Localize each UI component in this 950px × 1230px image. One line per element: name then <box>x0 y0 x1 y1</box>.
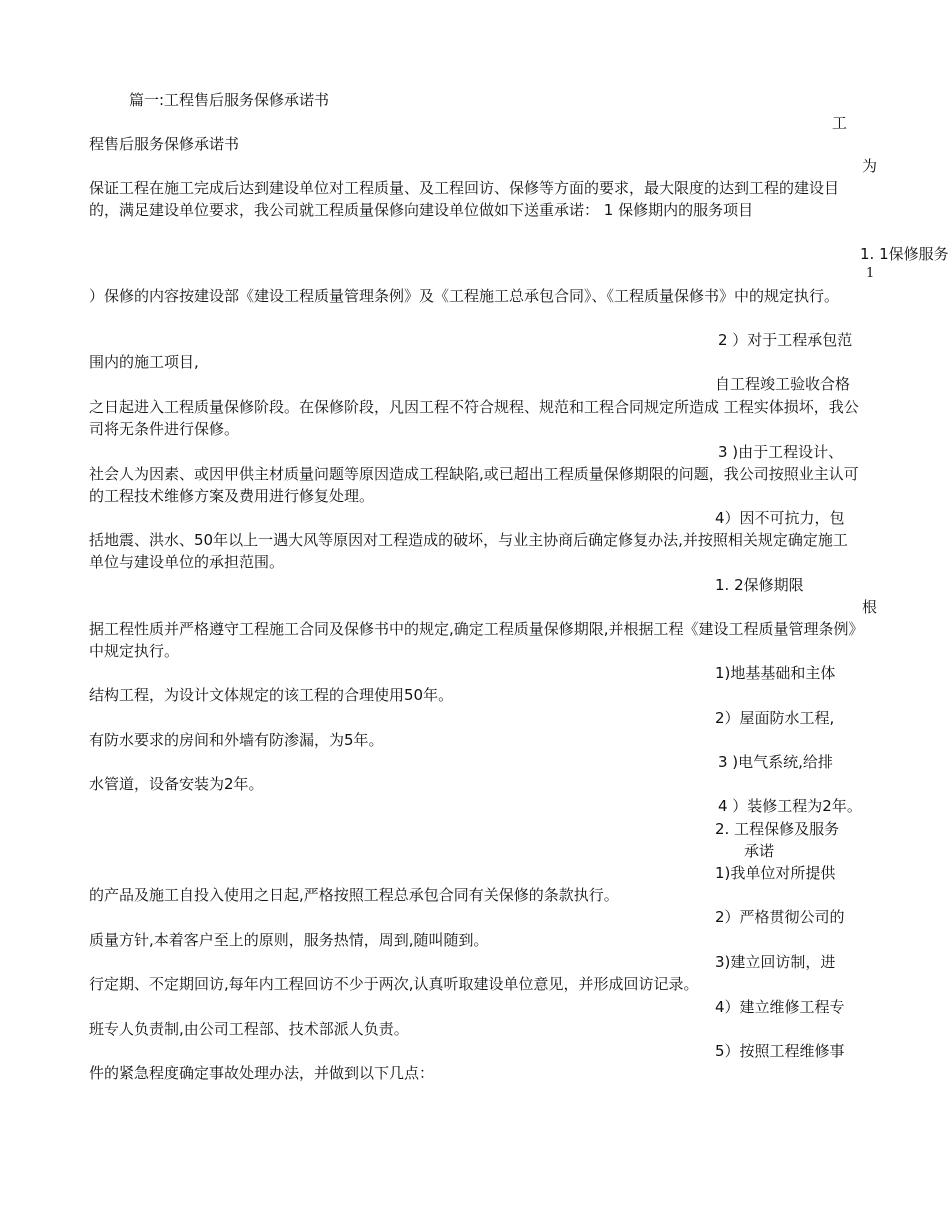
text-line: 有防水要求的房间和外墙有防渗漏，为5年。 <box>89 731 384 749</box>
list-item-lead: 3)建立回访制，进 <box>715 953 836 971</box>
intro-paragraph: 保证工程在施工完成后达到建设单位对工程质量、及工程回访、保修等方面的要求，最大限度的达到工程的建设目的，满足建设单位要求，我公司就工程质量保修向建设单位做如下送重承诺： 1 保修期内的服务项目 <box>89 179 840 219</box>
list-item-lead: 1)地基基础和主体 <box>715 664 836 682</box>
list-item-lead: 2）屋面防水工程, <box>715 709 835 727</box>
text-fragment: 根 <box>862 598 878 616</box>
text-line: 程售后服务保修承诺书 <box>89 135 240 153</box>
text-line: 的产品及施工自投入使用之日起,严格按照工程总承包合同有关保修的条款执行。 <box>89 886 619 904</box>
list-item-lead: 2）严格贯彻公司的 <box>715 908 845 926</box>
section-heading-continued: 承诺 <box>744 842 775 860</box>
list-marker: 1 <box>866 266 875 281</box>
list-item-lead: 4）建立维修工程专 <box>715 998 845 1016</box>
section-heading: 1. 1保修服务 <box>860 245 949 263</box>
text-paragraph: 括地震、洪水、50年以上一遇大风等原因对工程造成的破坏，与业主协商后确定修复办法,并按照相关规定确定施工单位与建设单位的承担范围。 <box>89 531 848 571</box>
text-paragraph: 社会人为因素、或因甲供主材质量问题等原因造成工程缺陷,或已超出工程质量保修期限的问题，我公司按照业主认可的工程技术维修方案及费用进行修复处理。 <box>89 465 859 505</box>
list-item-lead: 1)我单位对所提供 <box>715 864 836 882</box>
text-line: 水管道，设备安装为2年。 <box>89 775 264 793</box>
text-line: 结构工程，为设计文体规定的该工程的合理使用50年。 <box>89 686 454 704</box>
text-paragraph: ）保修的内容按建设部《建设工程质量管理条例》及《工程施工总承包合同》、《工程质量保修书》中的规定执行。 <box>89 287 840 305</box>
text-paragraph: 据工程性质并严格遵守工程施工合同及保修书中的规定,确定工程质量保修期限,并根据工程《建设工程质量管理条例》中规定执行。 <box>89 620 857 660</box>
list-item-lead: 2 ）对于工程承包范 <box>718 331 853 349</box>
text-fragment: 自工程竣工验收合格 <box>715 375 851 393</box>
list-item-lead: 3 )由于工程设计、 <box>718 443 844 461</box>
document-title: 篇一:工程售后服务保修承诺书 <box>129 91 330 109</box>
list-item-lead: 3 )电气系统,给排 <box>718 753 833 771</box>
text-line: 班专人负责制,由公司工程部、技术部派人负责。 <box>89 1020 409 1038</box>
text-line: 行定期、不定期回访,每年内工程回访不少于两次,认真听取建设单位意见，并形成回访记录。 <box>89 975 699 993</box>
section-heading: 1. 2保修期限 <box>715 576 804 594</box>
text-fragment: 工 <box>832 114 848 132</box>
text-line: 围内的施工项目, <box>89 353 199 371</box>
text-line: 件的紧急程度确定事故处理办法，并做到以下几点： <box>89 1064 435 1082</box>
text-line: 质量方针,本着客户至上的原则，服务热情，周到,随叫随到。 <box>89 931 489 949</box>
list-item-lead: 5）按照工程维修事 <box>715 1042 845 1060</box>
text-fragment: 为 <box>862 157 878 175</box>
list-item: 4 ）装修工程为2年。 <box>718 797 862 815</box>
text-paragraph: 之日起进入工程质量保修阶段。在保修阶段，凡因工程不符合规程、规范和工程合同规定所造成 工程实体损坏，我公司将无条件进行保修。 <box>89 398 859 438</box>
list-item-lead: 4）因不可抗力，包 <box>715 509 845 527</box>
section-heading: 2. 工程保修及服务 <box>715 820 840 838</box>
